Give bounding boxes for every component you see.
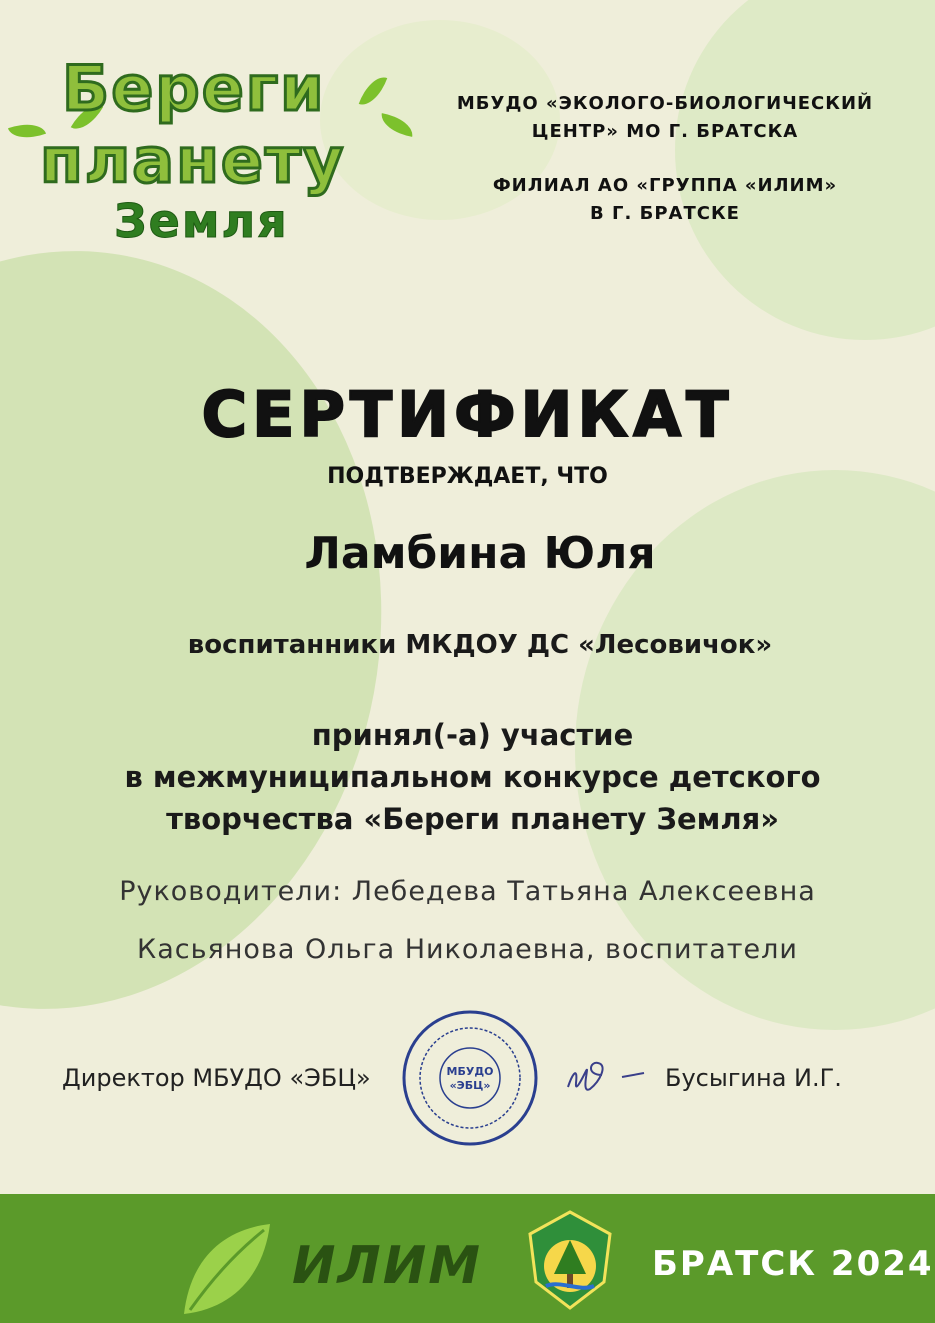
participation-line-2: в межмуниципальном конкурсе детского xyxy=(124,760,821,794)
official-stamp xyxy=(400,1008,540,1148)
ilim-leaf-logo-icon xyxy=(180,1222,272,1316)
participation-text xyxy=(0,714,935,840)
director-signature xyxy=(520,1035,660,1115)
organizer-ilim-line1: ФИЛИАЛ АО «ГРУППА «ИЛИМ» xyxy=(492,175,838,196)
logo-line-2: планету xyxy=(40,124,346,197)
decor-blob-top-right xyxy=(675,0,935,340)
organizer-ilim xyxy=(410,172,920,228)
recipient-institution: воспитанники МКДОУ ДС «Лесовичок» xyxy=(187,630,773,660)
leaders-line-2: Касьянова Ольга Николаевна, воспитатели xyxy=(137,934,798,965)
organizer-ebc-line1: МБУДО «ЭКОЛОГО-БИОЛОГИЧЕСКИЙ xyxy=(456,93,874,114)
footer-band xyxy=(0,1194,935,1323)
participation-line-1: принял(-а) участие xyxy=(311,718,634,752)
contest-logo xyxy=(30,52,410,252)
leaf-icon xyxy=(359,72,388,110)
ilim-brand: ИЛИМ xyxy=(292,1236,482,1296)
stamp-center-line1: МБУДО xyxy=(446,1065,494,1078)
participation-line-3: творчества «Береги планету Земля» xyxy=(166,802,779,836)
logo-line-1: Береги xyxy=(62,52,326,125)
stamp-center-line2: «ЭБЦ» xyxy=(449,1079,491,1092)
recipient-name: Ламбина Юля xyxy=(304,528,656,579)
certificate-title: СЕРТИФИКАТ xyxy=(201,378,734,451)
organizer-ebc xyxy=(410,90,920,146)
certificate-subtitle: ПОДТВЕРЖДАЕТ, ЧТО xyxy=(327,464,608,489)
leaders-line-1: Руководители: Лебедева Татьяна Алексеевна xyxy=(119,876,816,907)
city-year: БРАТСК 2024 xyxy=(652,1244,934,1284)
organizer-ebc-line2: ЦЕНТР» МО Г. БРАТСКА xyxy=(531,121,799,142)
logo-line-3: Земля xyxy=(114,194,289,248)
director-name: Бусыгина И.Г. xyxy=(665,1064,842,1092)
organizer-ilim-line2: В Г. БРАТСКЕ xyxy=(590,203,740,224)
director-label: Директор МБУДО «ЭБЦ» xyxy=(62,1064,371,1092)
bratsk-emblem-icon xyxy=(524,1208,616,1312)
